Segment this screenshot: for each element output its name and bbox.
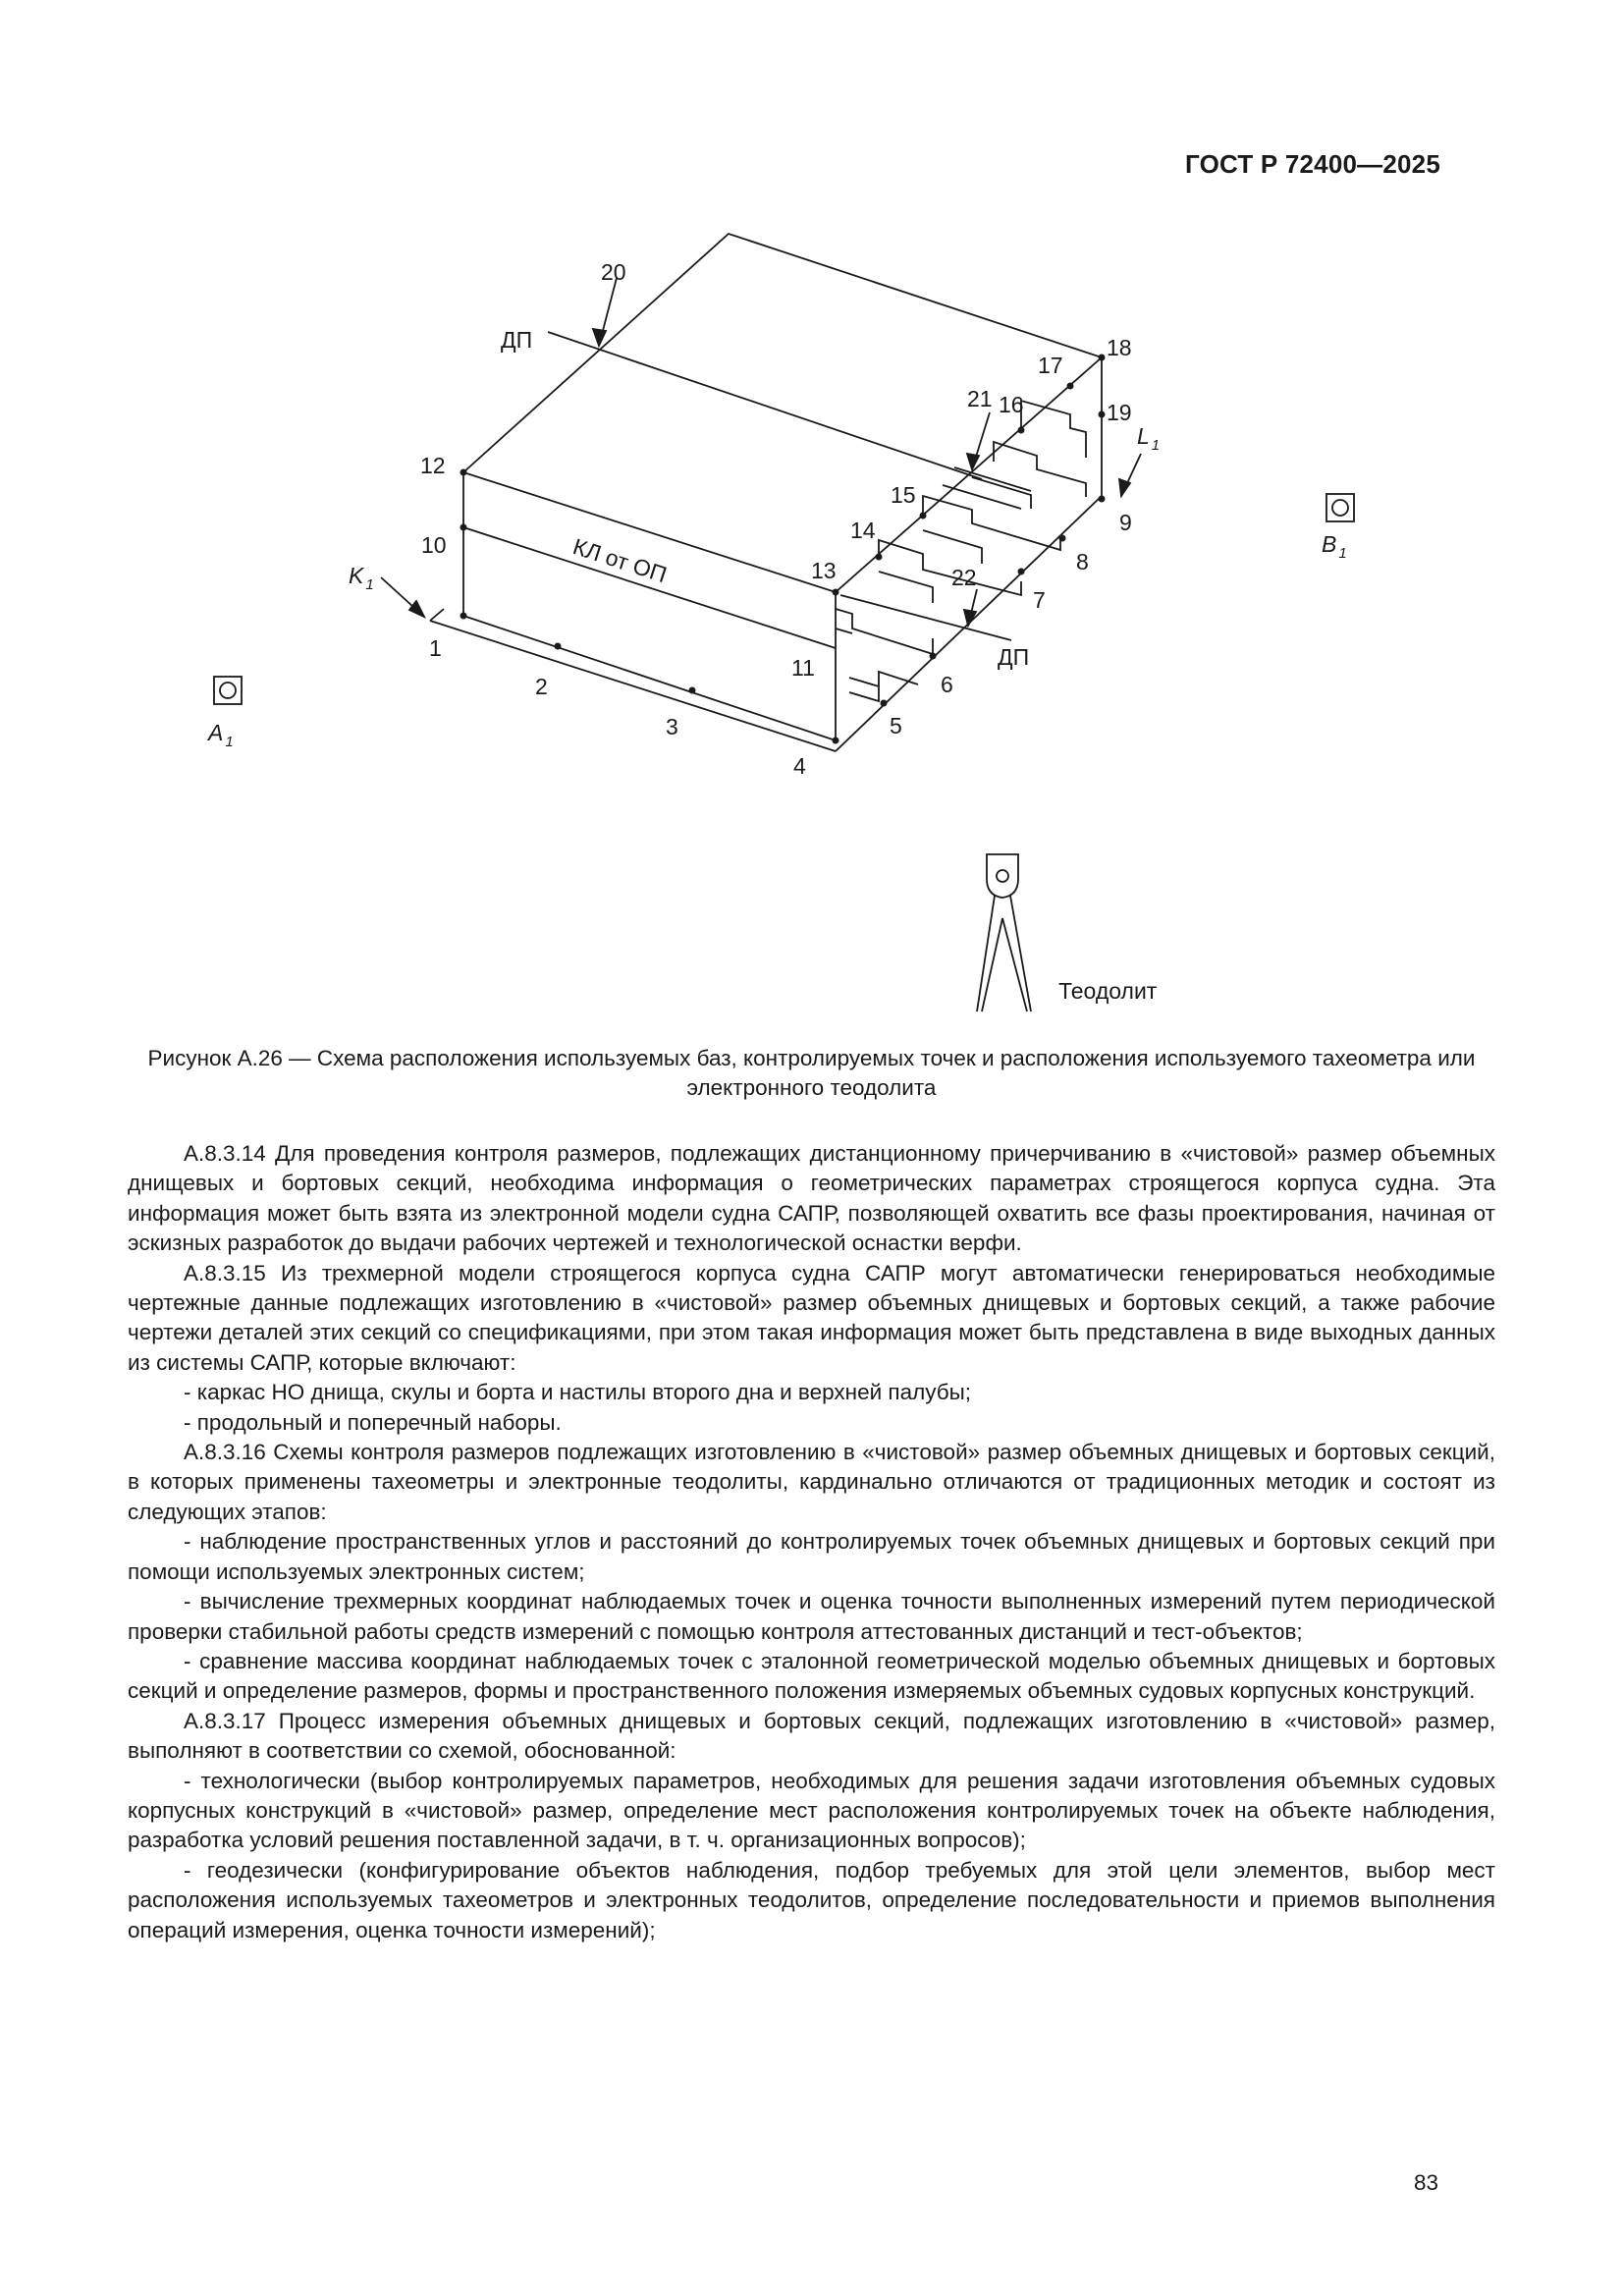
point-label-17: 17 <box>1038 353 1063 378</box>
point-label-5: 5 <box>890 713 902 738</box>
point-label-2: 2 <box>535 674 548 699</box>
point-label-13: 13 <box>811 558 837 583</box>
figure-caption: Рисунок А.26 — Схема расположения используемых баз, контролируемых точек и расположения используемого тахеометра или электронного теодолита <box>147 1046 1476 1100</box>
theodolite-icon <box>977 854 1031 1011</box>
k1-label: K $_1$ <box>349 563 374 593</box>
a1-label: A $_1$ <box>208 720 234 750</box>
list-item: - продольный и поперечный наборы. <box>184 1409 562 1435</box>
paragraph-a8316: А.8.3.16 Схемы контроля размеров подлежащих изготовлению в «чистовой» размер объемных днищевых и бортовых секций, в которых применены тахеометры и электронные теодолиты, кардинально отличаются от традиционных методик и состоят из следующих этапов: <box>128 1440 1495 1524</box>
dp-label-bottom: ДП <box>998 644 1030 670</box>
point-label-20: 20 <box>601 259 626 285</box>
list-item: - сравнение массива координат наблюдаемых точек с эталонной геометрической моделью объемных днищевых и бортовых секций и определение размеров, формы и пространственного положения измеряемых объемных судовых корпусных конструкций. <box>128 1648 1495 1704</box>
point-label-15: 15 <box>891 482 916 508</box>
paragraph-a8317: А.8.3.17 Процесс измерения объемных днищевых и бортовых секций, подлежащих изготовлению в «чистовой» размер, выполняют в соответствии со схемой, обоснованной: <box>128 1708 1495 1764</box>
point-label-21: 21 <box>967 386 993 411</box>
b1-label: B $_1$ <box>1322 531 1347 562</box>
point-label-19: 19 <box>1107 400 1132 425</box>
point-label-12: 12 <box>420 453 446 478</box>
base-mark-b1-icon <box>1326 494 1354 521</box>
point-label-4: 4 <box>793 753 806 779</box>
point-label-14: 14 <box>850 518 876 543</box>
point-label-18: 18 <box>1107 335 1132 360</box>
paragraph-a8314: А.8.3.14 Для проведения контроля размеров, подлежащих дистанционному причерчиванию в «чистовой» размер объемных днищевых и бортовых секций, необходима информация о геометрических параметрах строящегося корпуса судна. Эта информация может быть взята из электронной модели судна САПР, позволяющей охватить все фазы проектирования, начиная от эскизных разработок до выдачи рабочих чертежей и технологической оснастки верфи. <box>128 1141 1495 1256</box>
section-scheme-figure <box>0 0 1623 1041</box>
point-label-11: 11 <box>791 655 815 681</box>
point-label-10: 10 <box>421 532 447 558</box>
body-text <box>128 1139 1495 1945</box>
point-label-1: 1 <box>429 635 442 661</box>
list-item: - геодезически (конфигурирование объектов наблюдения, подбор требуемых для этой цели элементов, выбор мест расположения используемых тахеометров и электронных теодолитов, определение последовательности и приемов выполнения операций измерения, оценка точности измерений); <box>128 1857 1495 1942</box>
document-header: ГОСТ Р 72400—2025 <box>1185 149 1440 179</box>
base-mark-a1-icon <box>214 677 242 704</box>
list-item: - технологически (выбор контролируемых параметров, необходимых для решения задачи изготовления объемных судовых корпусных конструкций в «чистовой» размер, определение мест расположения контролируемых точек на объекте наблюдения, разработка условий решения поставленной задачи, в т. ч. организационных вопросов); <box>128 1768 1495 1853</box>
paragraph-a8315: А.8.3.15 Из трехмерной модели строящегося корпуса судна САПР могут автоматически генерироваться необходимые чертежные данные подлежащих изготовлению в «чистовой» размер объемных днищевых и бортовых секций, а также рабочие чертежи деталей этих секций со спецификациями, при этом такая информация может быть представлена в виде выходных данных из системы САПР, которые включают: <box>128 1260 1495 1375</box>
point-label-22: 22 <box>951 565 977 590</box>
list-item: - вычисление трехмерных координат наблюдаемых точек и оценка точности выполненных измерений путем периодической проверки стабильной работы средств измерений с помощью контроля аттестованных дистанций и тест-объектов; <box>128 1589 1495 1644</box>
list-item: - наблюдение пространственных углов и расстояний до контролируемых точек объемных днищевых и бортовых секций при помощи используемых электронных систем; <box>128 1529 1495 1584</box>
dp-line-top <box>548 332 982 479</box>
point-label-16: 16 <box>999 392 1024 417</box>
kl-label: КЛ от ОП <box>569 533 671 588</box>
theodolite-label: Теодолит <box>1058 978 1158 1004</box>
l1-label: L $_1$ <box>1137 423 1161 454</box>
page-number: 83 <box>1413 2170 1438 2195</box>
point-label-8: 8 <box>1076 549 1089 574</box>
list-item: - каркас НО днища, скулы и борта и настилы второго дна и верхней палубы; <box>184 1380 972 1405</box>
dp-label-top: ДП <box>501 327 533 353</box>
point-label-9: 9 <box>1119 510 1132 535</box>
point-label-6: 6 <box>941 672 953 697</box>
kl-line <box>463 527 836 648</box>
point-label-3: 3 <box>666 714 678 739</box>
point-label-7: 7 <box>1033 587 1046 613</box>
